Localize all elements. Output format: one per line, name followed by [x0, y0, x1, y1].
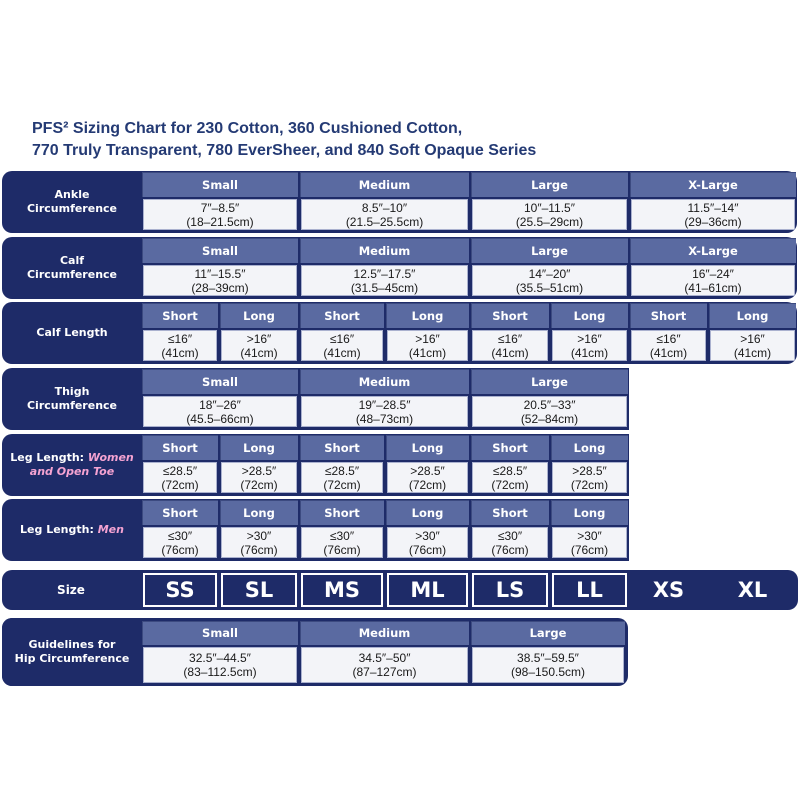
leg_men-header-5: Long	[551, 500, 628, 525]
value-cm: (72cm)	[408, 477, 447, 492]
value-inches: 34.5″–50″	[358, 651, 411, 665]
leg_women-value-0	[143, 462, 217, 493]
leg-women-label-suffix: Women	[87, 451, 134, 464]
calf_length-header-6: Short	[630, 303, 707, 328]
value-inches: >30″	[246, 528, 272, 543]
leg_women-header-1: Long	[220, 435, 298, 460]
thigh-row-label	[2, 368, 142, 430]
value-inches: 18″–26″	[199, 397, 241, 412]
value-cm: (72cm)	[240, 477, 278, 492]
leg_men-row-label	[2, 499, 142, 561]
size-code-ll: LL	[552, 573, 627, 607]
value-inches: ≤16″	[656, 331, 681, 346]
calf_length-value-5	[552, 330, 627, 361]
hip-value-0	[143, 647, 297, 683]
ankle-label-2: Circumference	[26, 202, 118, 215]
ankle-value-3	[631, 199, 795, 230]
value-inches: 32.5″–44.5″	[189, 651, 251, 665]
value-cm: (98–150.5cm)	[510, 665, 586, 679]
calf-length-label: Calf Length	[36, 326, 108, 339]
size-code-xs: XS	[631, 573, 706, 607]
calf-label-2: Circumference	[26, 268, 118, 281]
thigh-value-1	[301, 396, 468, 427]
value-cm: (35.5–51cm)	[515, 280, 584, 295]
leg_women-value-3	[387, 462, 468, 493]
thigh-value-2	[472, 396, 627, 427]
leg_women-header-4: Short	[471, 435, 549, 460]
value-inches: >30″	[415, 528, 440, 543]
calf_length-header-5: Long	[551, 303, 628, 328]
ankle-label-1: Ankle	[54, 188, 90, 201]
hip-header-1: Medium	[300, 621, 469, 645]
value-inches: 11.5″–14″	[687, 200, 739, 215]
leg_men-value-5	[552, 527, 627, 558]
leg_men-header-4: Short	[471, 500, 549, 525]
value-inches: ≤30″	[497, 528, 523, 543]
calf_length-header-3: Long	[386, 303, 469, 328]
value-cm: (72cm)	[323, 477, 361, 492]
value-inches: ≤16″	[497, 331, 523, 346]
value-cm: (76cm)	[161, 542, 199, 557]
size-code-ls: LS	[472, 573, 548, 607]
size-code-ss: SS	[143, 573, 217, 607]
title-line-1: PFS² Sizing Chart for 230 Cotton, 360 Cushioned Cotton,	[32, 120, 463, 137]
ankle-value-0	[143, 199, 297, 230]
calf_length-value-2	[301, 330, 383, 361]
value-inches: >28.5″	[241, 463, 277, 478]
value-cm: (21.5–25.5cm)	[345, 214, 424, 229]
value-cm: (28–39cm)	[191, 280, 249, 295]
ankle-header-0: Small	[142, 172, 298, 197]
value-cm: (29–36cm)	[684, 214, 742, 229]
value-inches: ≤16″	[329, 331, 355, 346]
value-cm: (87–127cm)	[352, 665, 417, 679]
leg-men-label-prefix: Leg Length:	[20, 523, 94, 536]
hip-row-label	[2, 618, 142, 686]
value-inches: ≤30″	[167, 528, 193, 543]
leg_men-value-2	[301, 527, 383, 558]
value-cm: (41cm)	[491, 345, 529, 360]
leg-men-label-suffix: Men	[97, 523, 124, 536]
value-cm: (18–21.5cm)	[186, 214, 254, 229]
value-cm: (31.5–45cm)	[350, 280, 419, 295]
ankle-value-1	[301, 199, 468, 230]
hip-value-2	[472, 647, 624, 683]
size-row-label: Size	[57, 583, 85, 597]
value-cm: (41cm)	[240, 345, 278, 360]
value-inches: >16″	[577, 331, 602, 346]
value-cm: (76cm)	[240, 542, 278, 557]
hip-value-1	[301, 647, 468, 683]
value-inches: 20.5″–33″	[523, 397, 576, 412]
value-inches: 12.5″–17.5″	[353, 266, 416, 281]
calf_length-value-7	[710, 330, 795, 361]
value-cm: (45.5–66cm)	[186, 411, 254, 426]
size-code-xl: XL	[710, 573, 795, 607]
value-cm: (41cm)	[323, 345, 361, 360]
leg_women-header-0: Short	[142, 435, 218, 460]
calf-label-1: Calf	[59, 254, 85, 267]
calf-header-1: Medium	[300, 238, 469, 263]
calf-value-2	[472, 265, 627, 296]
calf_length-header-1: Long	[220, 303, 298, 328]
leg_women-value-4	[472, 462, 548, 493]
value-cm: (25.5–29cm)	[515, 214, 584, 229]
ankle-header-1: Medium	[300, 172, 469, 197]
value-inches: ≤28.5″	[162, 463, 198, 478]
calf_length-value-4	[472, 330, 548, 361]
calf-header-2: Large	[471, 238, 628, 263]
calf-header-3: X-Large	[630, 238, 796, 263]
thigh-label-2: Circumference	[26, 399, 118, 412]
value-inches: ≤28.5″	[492, 463, 528, 478]
value-inches: 7″–8.5″	[200, 200, 240, 215]
calf_length-value-6	[631, 330, 706, 361]
value-cm: (83–112.5cm)	[183, 665, 257, 679]
calf-value-1	[301, 265, 468, 296]
leg_women-value-1	[221, 462, 297, 493]
value-cm: (41cm)	[649, 345, 688, 360]
value-cm: (72cm)	[570, 477, 609, 492]
value-inches: 14″–20″	[528, 266, 571, 281]
size-code-sl: SL	[221, 573, 297, 607]
calf_length-header-4: Short	[471, 303, 549, 328]
value-inches: ≤30″	[329, 528, 355, 543]
value-inches: 19″–28.5″	[358, 397, 411, 412]
value-cm: (41–61cm)	[684, 280, 742, 295]
calf_length-header-0: Short	[142, 303, 218, 328]
leg_men-header-3: Long	[386, 500, 469, 525]
calf_length-row-label	[2, 302, 142, 364]
leg_men-value-1	[221, 527, 297, 558]
value-inches: ≤16″	[167, 331, 193, 346]
value-cm: (72cm)	[161, 477, 199, 492]
leg_women-header-5: Long	[551, 435, 628, 460]
leg_men-header-2: Short	[300, 500, 384, 525]
hip-header-2: Large	[471, 621, 625, 645]
calf_length-header-2: Short	[300, 303, 384, 328]
calf_length-value-1	[221, 330, 297, 361]
thigh-header-0: Small	[142, 369, 298, 394]
value-inches: 8.5″–10″	[361, 200, 408, 215]
value-cm: (41cm)	[161, 345, 199, 360]
value-cm: (76cm)	[570, 542, 609, 557]
value-inches: >16″	[740, 331, 765, 346]
leg_women-value-2	[301, 462, 383, 493]
thigh-header-2: Large	[471, 369, 628, 394]
value-inches: 11″–15.5″	[194, 266, 246, 281]
calf-header-0: Small	[142, 238, 298, 263]
value-inches: >28.5″	[410, 463, 445, 478]
calf-row-label	[2, 237, 142, 299]
thigh-label-1: Thigh	[54, 385, 90, 398]
value-cm: (41cm)	[408, 345, 447, 360]
leg_women-header-2: Short	[300, 435, 384, 460]
calf_length-value-0	[143, 330, 217, 361]
leg-women-label-2: and Open Toe	[29, 465, 115, 478]
value-cm: (76cm)	[491, 542, 529, 557]
value-inches: >28.5″	[572, 463, 607, 478]
value-cm: (52–84cm)	[520, 411, 579, 426]
value-cm: (72cm)	[491, 477, 529, 492]
leg_men-value-4	[472, 527, 548, 558]
leg_men-value-3	[387, 527, 468, 558]
value-cm: (76cm)	[408, 542, 447, 557]
leg_men-header-1: Long	[220, 500, 298, 525]
calf_length-value-3	[387, 330, 468, 361]
leg_men-value-0	[143, 527, 217, 558]
ankle-header-3: X-Large	[630, 172, 796, 197]
value-cm: (76cm)	[323, 542, 361, 557]
size-code-ms: MS	[301, 573, 383, 607]
chart-title	[32, 118, 772, 162]
value-inches: 38.5″–59.5″	[517, 651, 579, 665]
hip-label-1: Guidelines for	[28, 638, 116, 651]
value-cm: (41cm)	[570, 345, 609, 360]
leg_women-row-label	[2, 434, 142, 496]
calf-value-0	[143, 265, 297, 296]
ankle-value-2	[472, 199, 627, 230]
thigh-header-1: Medium	[300, 369, 469, 394]
value-inches: >16″	[415, 331, 440, 346]
value-inches: >16″	[246, 331, 272, 346]
size-code-ml: ML	[387, 573, 468, 607]
value-inches: >30″	[577, 528, 602, 543]
calf-value-3	[631, 265, 795, 296]
leg_men-header-0: Short	[142, 500, 218, 525]
ankle-row-label	[2, 171, 142, 233]
value-cm: (41cm)	[733, 345, 772, 360]
leg-women-label-prefix: Leg Length:	[10, 451, 85, 464]
hip-label-2: Hip Circumference	[14, 652, 130, 665]
value-inches: ≤28.5″	[324, 463, 360, 478]
value-cm: (48–73cm)	[355, 411, 414, 426]
calf_length-header-7: Long	[709, 303, 796, 328]
leg_women-value-5	[552, 462, 627, 493]
thigh-value-0	[143, 396, 297, 427]
hip-header-0: Small	[142, 621, 298, 645]
leg_women-header-3: Long	[386, 435, 469, 460]
value-inches: 10″–11.5″	[524, 200, 575, 215]
value-inches: 16″–24″	[692, 266, 734, 281]
title-line-2: 770 Truly Transparent, 780 EverSheer, and 840 Soft Opaque Series	[32, 142, 537, 159]
ankle-header-2: Large	[471, 172, 628, 197]
